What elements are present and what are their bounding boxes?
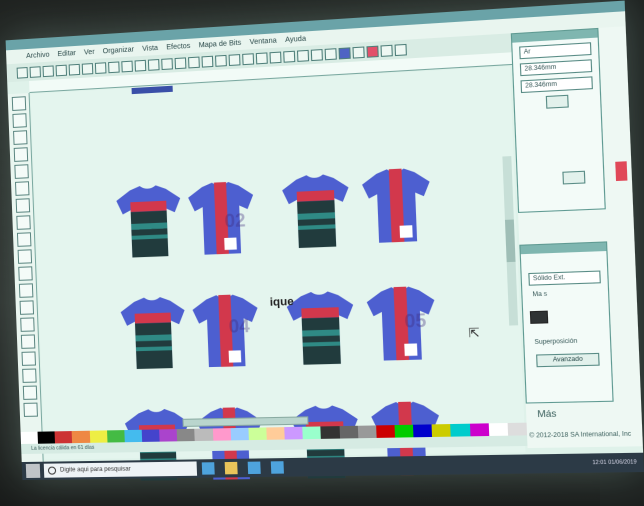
- more-label: Más: [537, 408, 557, 420]
- jersey-design[interactable]: [285, 289, 356, 368]
- zoom-in-icon[interactable]: [242, 53, 254, 65]
- menu-item-mapa-bits[interactable]: Mapa de Bits: [198, 39, 242, 49]
- jersey-design[interactable]: [187, 179, 257, 258]
- new-icon[interactable]: [17, 67, 28, 79]
- rotate-right-icon[interactable]: [215, 54, 227, 66]
- crop-tool-icon[interactable]: [22, 369, 36, 383]
- output-icon[interactable]: [366, 45, 378, 57]
- menu-item-archivo[interactable]: Archivo: [26, 51, 50, 60]
- ungroup-icon[interactable]: [188, 56, 200, 68]
- save-icon[interactable]: [43, 65, 54, 77]
- ellipse-tool-icon[interactable]: [16, 198, 30, 213]
- system-clock[interactable]: [592, 459, 643, 466]
- folder-icon[interactable]: [225, 462, 238, 474]
- design-canvas[interactable]: [31, 66, 526, 460]
- palette-swatch[interactable]: [451, 424, 470, 437]
- taskbar-search[interactable]: Digite aqui para pesquisar: [44, 461, 197, 477]
- palette-swatch[interactable]: [177, 429, 195, 442]
- node-tool-icon[interactable]: [12, 113, 26, 128]
- jersey-number: 05: [404, 310, 427, 332]
- jersey-design[interactable]: [119, 294, 188, 371]
- menu-item-ver[interactable]: Ver: [83, 48, 95, 57]
- menu-item-organizar[interactable]: Organizar: [102, 45, 135, 55]
- palette-swatch[interactable]: [507, 423, 527, 436]
- palette-swatch[interactable]: [266, 427, 285, 440]
- jersey-design[interactable]: [115, 182, 184, 260]
- palette-swatch[interactable]: [142, 429, 160, 442]
- palette-swatch[interactable]: [195, 428, 213, 441]
- zoom-tool-icon[interactable]: [14, 147, 28, 162]
- layers-icon[interactable]: [352, 46, 364, 58]
- jersey-number: 02: [224, 209, 246, 232]
- width-field[interactable]: 28.346mm: [520, 59, 592, 76]
- canvas-text[interactable]: ique: [269, 295, 294, 309]
- size-panel: [511, 28, 606, 213]
- knife-tool-icon[interactable]: [13, 130, 27, 145]
- eyedropper-tool-icon[interactable]: [18, 266, 32, 281]
- align-icon[interactable]: [161, 58, 173, 70]
- jersey-design[interactable]: [365, 284, 438, 363]
- settings-icon[interactable]: [380, 44, 392, 56]
- fill-tool-icon[interactable]: [18, 249, 32, 264]
- status-bar: La licencia cálida en 61 días: [21, 435, 527, 454]
- palette-swatch[interactable]: [394, 425, 413, 438]
- node-icon[interactable]: [283, 50, 295, 62]
- cut-contour-icon[interactable]: [338, 47, 350, 59]
- fill-panel-title: [520, 242, 606, 254]
- menu-item-ventana[interactable]: Ventana: [249, 36, 277, 46]
- fill-color-label: Ma s: [532, 291, 548, 299]
- menu-item-editar[interactable]: Editar: [57, 49, 77, 58]
- jersey-design[interactable]: [191, 292, 261, 370]
- palette-swatch[interactable]: [230, 428, 248, 441]
- eraser-tool-icon[interactable]: [19, 283, 33, 297]
- copyright-text: © 2012-2018 SA International, Inc: [529, 431, 632, 440]
- palette-swatch[interactable]: [159, 429, 177, 442]
- clock-date: 01/06/2019: [608, 459, 637, 467]
- distort-tool-icon[interactable]: [21, 351, 35, 365]
- menu-item-efectos[interactable]: Efectos: [166, 42, 191, 51]
- search-icon[interactable]: [325, 48, 337, 60]
- redo-icon[interactable]: [121, 60, 133, 72]
- projected-screen: [6, 1, 644, 481]
- menu-item-ayuda[interactable]: Ayuda: [284, 35, 307, 44]
- palette-swatch[interactable]: [432, 424, 451, 437]
- cut-icon[interactable]: [69, 63, 81, 75]
- shadow-tool-icon[interactable]: [20, 317, 34, 331]
- contour-tool-icon[interactable]: [20, 300, 34, 314]
- edge-icon[interactable]: [248, 462, 261, 475]
- mouse-cursor-icon: ⇱: [468, 325, 480, 341]
- unit-dropdown[interactable]: Ar: [519, 42, 591, 59]
- palette-swatch[interactable]: [21, 432, 39, 444]
- file-icon[interactable]: [202, 462, 215, 474]
- undo-icon[interactable]: [108, 61, 120, 73]
- blend-tool-icon[interactable]: [21, 334, 35, 348]
- overprint-checkbox[interactable]: Superposición: [534, 338, 578, 347]
- right-dock: [511, 26, 643, 448]
- palette-swatch[interactable]: [339, 426, 358, 439]
- height-field[interactable]: 28.346mm: [520, 76, 592, 93]
- group-icon[interactable]: [175, 57, 187, 69]
- palette-swatch[interactable]: [357, 425, 376, 438]
- pen-tool-icon[interactable]: [14, 164, 28, 179]
- copy-icon[interactable]: [82, 63, 94, 75]
- palette-swatch[interactable]: [284, 427, 303, 440]
- jersey-design[interactable]: [361, 165, 433, 245]
- jersey-design[interactable]: [281, 171, 352, 250]
- palette-swatch[interactable]: [124, 430, 142, 442]
- fill-panel: [519, 241, 613, 403]
- print-icon[interactable]: [56, 64, 67, 76]
- palette-swatch[interactable]: [488, 423, 508, 436]
- store-icon[interactable]: [271, 461, 284, 474]
- fill-color-swatch[interactable]: [530, 311, 548, 324]
- apply-icon[interactable]: [562, 171, 585, 185]
- palette-swatch[interactable]: [89, 430, 107, 442]
- zoom-out-icon[interactable]: [256, 52, 268, 64]
- palette-swatch[interactable]: [72, 431, 90, 443]
- rectangle-tool-icon[interactable]: [15, 181, 29, 196]
- open-icon[interactable]: [30, 66, 41, 78]
- weld-icon[interactable]: [297, 49, 309, 61]
- side-tab-red[interactable]: [615, 161, 627, 181]
- fill-type-dropdown[interactable]: Sólido Ext.: [528, 270, 601, 285]
- jersey-number: 04: [228, 315, 251, 337]
- palette-swatch[interactable]: [376, 425, 395, 438]
- lock-ratio-icon[interactable]: [546, 95, 569, 109]
- polygon-tool-icon[interactable]: [16, 215, 30, 230]
- advanced-button[interactable]: Avanzado: [536, 353, 600, 367]
- palette-swatch[interactable]: [321, 426, 340, 439]
- palette-swatch[interactable]: [469, 423, 488, 436]
- paste-icon[interactable]: [95, 62, 107, 74]
- palette-swatch[interactable]: [413, 424, 432, 437]
- palette-swatch[interactable]: [303, 426, 322, 439]
- windows-icon[interactable]: [26, 464, 41, 478]
- measure-tool-icon[interactable]: [23, 403, 38, 417]
- vertical-scroll-thumb[interactable]: [505, 220, 516, 263]
- canvas-strip: [132, 86, 173, 94]
- clock-time: 12:01: [592, 459, 607, 467]
- palette-swatch[interactable]: [248, 427, 267, 440]
- help-icon[interactable]: [395, 43, 407, 55]
- trim-icon[interactable]: [311, 49, 323, 61]
- mirror-icon[interactable]: [229, 54, 241, 66]
- palette-swatch[interactable]: [55, 431, 73, 443]
- rotate-left-icon[interactable]: [201, 55, 213, 67]
- export-icon[interactable]: [148, 58, 160, 70]
- palette-swatch[interactable]: [212, 428, 230, 441]
- import-icon[interactable]: [135, 59, 147, 71]
- text-tool-icon[interactable]: [17, 232, 31, 247]
- hand-tool-icon[interactable]: [23, 386, 38, 400]
- zoom-fit-icon[interactable]: [269, 51, 281, 63]
- menu-item-vista[interactable]: Vista: [142, 44, 159, 53]
- palette-swatch[interactable]: [38, 431, 56, 443]
- palette-swatch[interactable]: [107, 430, 125, 442]
- pick-tool-icon[interactable]: [12, 96, 26, 111]
